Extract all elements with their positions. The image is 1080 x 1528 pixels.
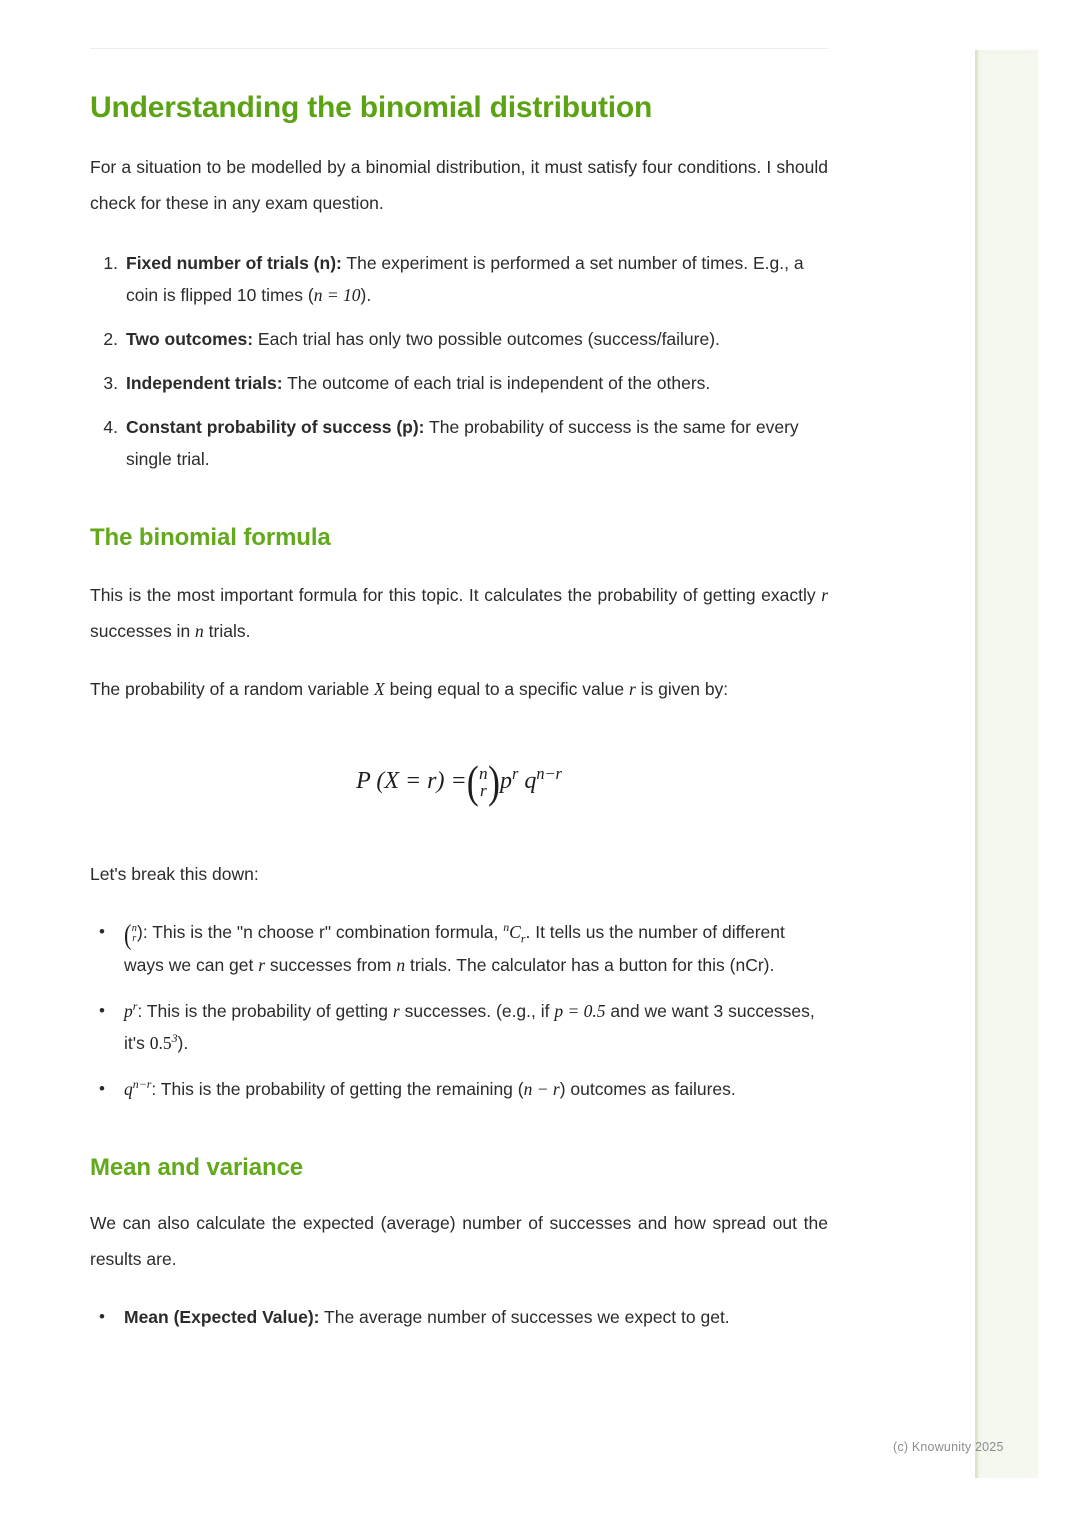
section-title-mean-and-variance: Mean and variance [90,1154,304,1182]
page-title: Understanding the binomial distribution [90,91,653,124]
value-base: 0.5 [149,1033,172,1054]
list-item-text: successes. (e.g., if [399,1001,555,1022]
list-marker: 3. [103,372,118,393]
list-item-text: The probability of success is the same for every single trial. [126,416,799,469]
text-fragment: is given by: [635,678,729,699]
breakdown-intro: Let's break this down: [90,863,259,884]
formula-p-exponent: r [512,763,519,783]
list-item-text: The outcome of each trial is independent of the others. [282,372,711,393]
list-item-text: The experiment is performed a set number of times. E.g., a coin is flipped 10 times ( [126,252,804,305]
list-item [90,1301,828,1333]
nCr-subscript: r [520,931,526,946]
bullet-icon: • [99,1001,105,1021]
power-base: q [124,1079,133,1100]
list-item-text: ) outcomes as failures. [559,1079,736,1100]
list-item-text: ): This is the "n choose r" combination formula, [137,921,504,942]
text-fragment: being equal to a specific value [384,678,629,699]
inline-math-r2: r [628,678,636,699]
paren-right: ) [488,756,501,807]
power-base: p [124,1001,133,1022]
section-title-binomial-formula: The binomial formula [90,523,331,551]
binom-bottom: r [480,781,487,801]
list-item-text: : This is the probability of getting [137,1001,393,1022]
list-item-text: The average number of successes we expect to get. [319,1307,730,1328]
inline-math-n-equals-10: n = 10 [313,284,361,305]
binom-top: n [479,763,488,783]
bullet-icon: • [99,1307,105,1327]
inline-math-r: r [821,584,828,605]
formula-q-exponent: n−r [536,763,562,783]
list-item-text: . It tells us the number of different ways we can get [124,921,785,976]
list-item-text: and we want 3 successes, it's [124,1001,815,1054]
inline-math-r: r [258,955,266,976]
list-item [90,995,828,1059]
bullet-icon: • [99,921,105,941]
nCr-C: C [509,921,521,942]
nCr-superscript: n [503,919,510,934]
formula-lhs: P (X = r) = [356,767,467,794]
conditions-list [90,247,828,475]
list-item [90,411,828,475]
list-item-lead: Constant probability of success (p): [126,416,425,437]
list-item-lead: Two outcomes: [126,328,254,349]
list-item [90,323,828,355]
list-item-text: Each trial has only two possible outcomes (success/failure). [253,328,720,349]
inline-math-X: X [374,678,385,699]
power-exponent: r [132,999,138,1014]
formula-breakdown-list [90,916,828,1105]
mean-variance-list [90,1301,828,1333]
document-content [90,0,828,1333]
formula-p-base: p [500,767,513,794]
page-edge-strip-inner [981,53,1038,1478]
paren-left: ( [466,756,479,807]
list-item-text: : This is the probability of getting the remaining ( [151,1079,524,1100]
inline-math-0point5-cubed [150,1033,178,1053]
binom-stack [479,765,488,800]
copyright-watermark: (c) Knowunity 2025 [893,1440,1004,1454]
power-exponent: n−r [132,1077,152,1092]
formula-intro-paragraph [90,577,828,649]
list-item-lead: Fixed number of trials (n): [126,252,342,273]
list-item-text: successes from [265,955,397,976]
list-item [90,1073,828,1105]
list-item-lead: Independent trials: [126,372,283,393]
value-exponent: 3 [171,1031,178,1046]
list-marker: 2. [103,328,118,349]
formula-lead-paragraph [90,671,828,707]
text-fragment: This is the most important formula for this topic. It calculates the probability of getting exactly [90,584,822,605]
intro-paragraph: For a situation to be modelled by a binomial distribution, it must satisfy four conditions. I should check for these in any exam question. [90,156,828,213]
mean-variance-paragraph: We can also calculate the expected (average) number of successes and how spread out the results are. [90,1213,828,1270]
list-item-text: trials. The calculator has a button for this (nCr). [405,955,775,976]
inline-math-n: n [195,620,204,641]
page-edge-strip [975,50,1038,1478]
inline-math-n: n [396,955,406,976]
binomial-formula-display [90,756,828,807]
list-marker: 4. [103,416,118,437]
binom-top: n [131,922,137,934]
binom-bottom: r [132,933,137,945]
inline-math-q-power-n-minus-r [124,1079,151,1099]
list-item [90,247,828,311]
inline-math-nCr [503,919,526,946]
list-item-lead: Mean (Expected Value): [124,1307,320,1328]
list-marker: 1. [103,252,118,273]
inline-math-p-power-r [124,1001,137,1021]
inline-math-p-equals-half: p = 0.5 [554,1001,606,1022]
paren-left: ( [124,918,132,950]
text-fragment: successes in [90,620,196,641]
text-fragment: trials. [203,620,251,641]
inline-binomial-coefficient [124,917,137,949]
text-fragment: The probability of a random variable [90,678,375,699]
inline-math-n-minus-r: n − r [523,1079,560,1100]
list-item [90,916,828,981]
inline-math-r: r [392,1001,400,1022]
list-item [90,367,828,399]
formula-q-base: q [524,767,537,794]
bullet-icon: • [99,1079,105,1099]
top-divider [90,48,828,49]
list-item-text: ). [177,1033,189,1054]
list-item-text-tail: ). [360,284,372,305]
binomial-coefficient [466,756,501,807]
